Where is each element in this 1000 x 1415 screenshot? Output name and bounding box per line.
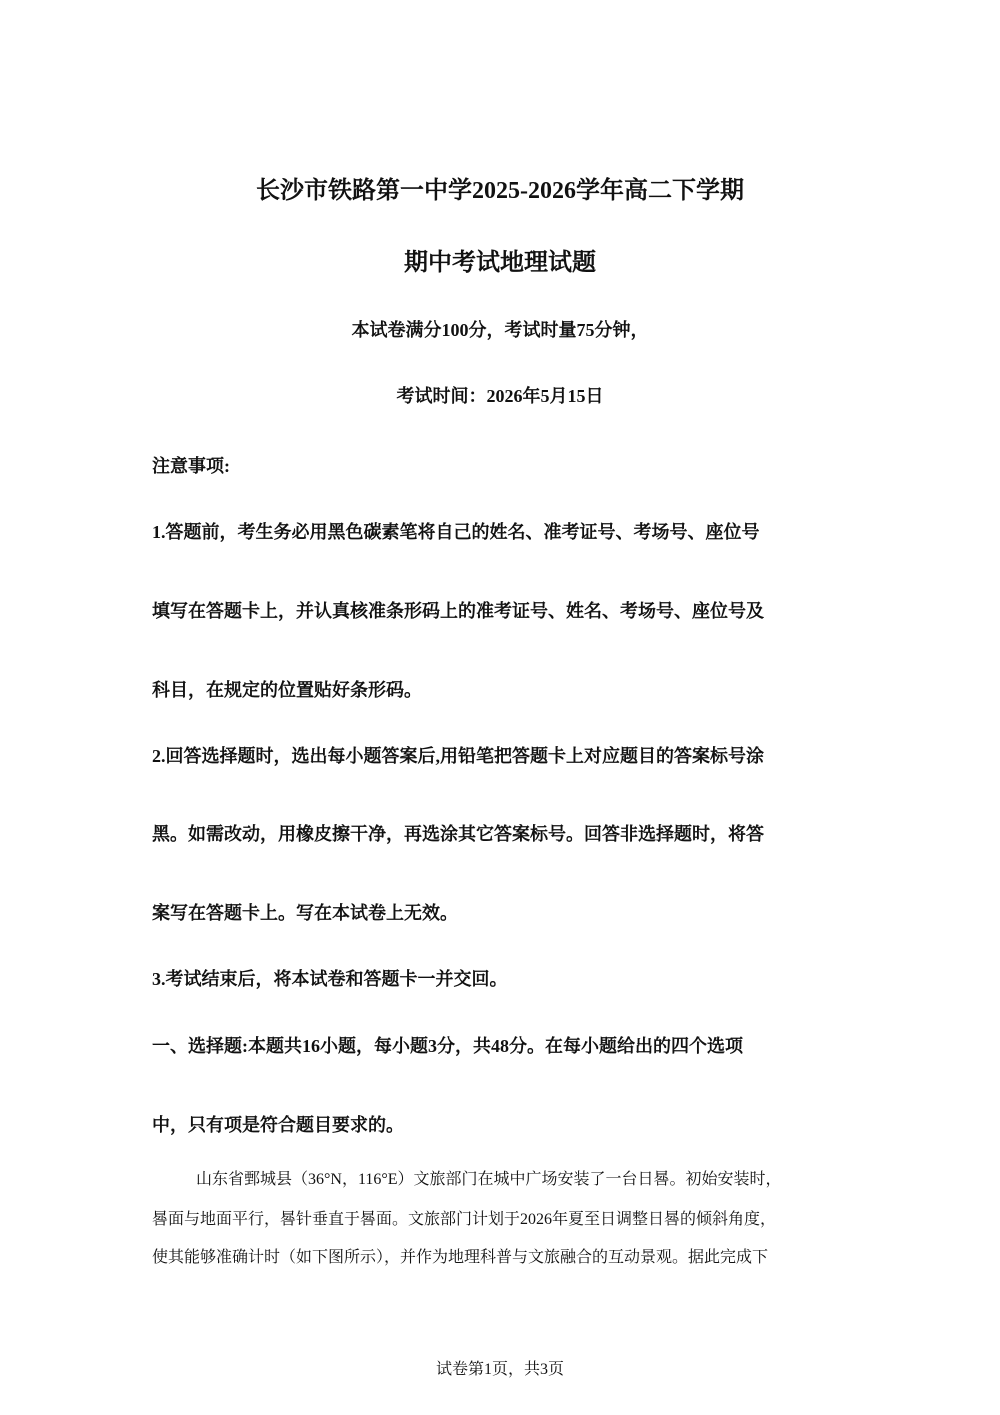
- exam-info: 本试卷满分100分，考试时量75分钟，: [351, 320, 649, 340]
- notice-heading: 注意事项:: [152, 456, 230, 476]
- passage-line: 晷面与地面平行，晷针垂直于晷面。文旅部门计划于2026年夏至日调整日晷的倾斜角度，: [152, 1211, 777, 1228]
- exam-title-line1: 长沙市铁路第一中学2025-2026学年高二下学期: [256, 178, 744, 204]
- notice-line: 黑。如需改动，用橡皮擦干净，再选涂其它答案标号。回答非选择题时，将答: [152, 824, 764, 844]
- passage-line: 使其能够准确计时（如下图所示），并作为地理科普与文旅融合的互动景观。据此完成下: [152, 1249, 769, 1266]
- exam-title-line2: 期中考试地理试题: [404, 250, 596, 276]
- notice-line: 2.回答选择题时，选出每小题答案后,用铅笔把答题卡上对应题目的答案标号涂: [152, 746, 764, 766]
- notice-line: 1.答题前，考生务必用黑色碳素笔将自己的姓名、准考证号、考场号、座位号: [152, 522, 760, 542]
- notice-line: 科目，在规定的位置贴好条形码。: [152, 680, 422, 700]
- notice-line: 3.考试结束后，将本试卷和答题卡一并交回。: [152, 969, 508, 989]
- notice-line: 填写在答题卡上，并认真核准条形码上的准考证号、姓名、考场号、座位号及: [152, 601, 764, 621]
- passage-line: 山东省鄄城县（36°N，116°E）文旅部门在城中广场安装了一台日晷。初始安装时，: [196, 1171, 782, 1188]
- section-heading-line: 一、选择题:本题共16小题，每小题3分，共48分。在每小题给出的四个选项: [152, 1036, 743, 1056]
- page-footer: 试卷第1页，共3页: [435, 1361, 564, 1378]
- section-heading-line: 中，只有项是符合题目要求的。: [152, 1115, 404, 1135]
- exam-date: 考试时间：2026年5月15日: [396, 386, 604, 406]
- notice-line: 案写在答题卡上。写在本试卷上无效。: [152, 903, 458, 923]
